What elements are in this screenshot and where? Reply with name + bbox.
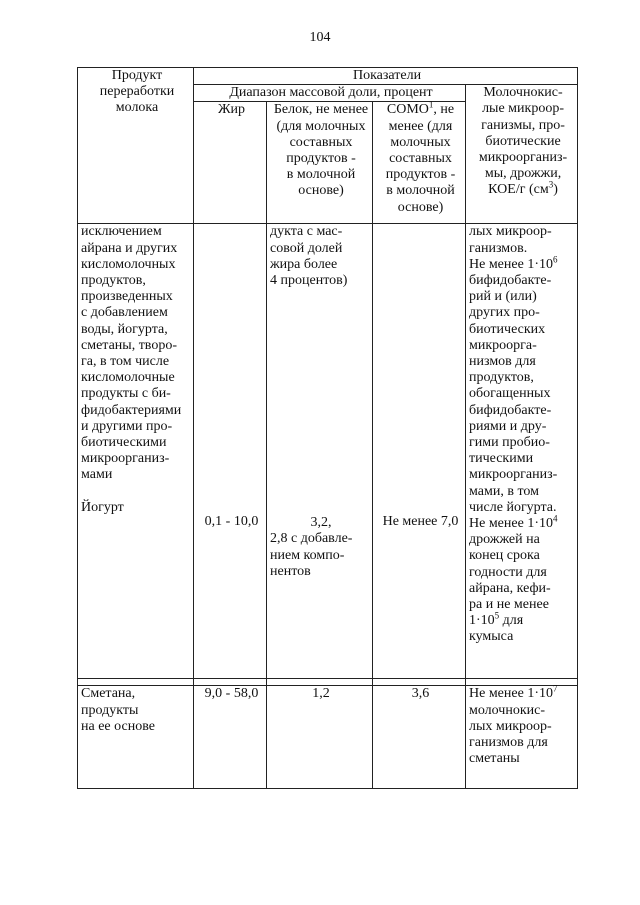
- row1-product: исключением айрана и других кисломолочных продуктов, произведенных с добавлением воды, йогурта, сметаны, творо- га, в том числе кисломолочные продукты с би- фидобактериями и другими про- биотическими микроорганиз- мами Йогурт: [78, 224, 194, 679]
- row1-microorganisms: лых микроор- ганизмов. Не менее $1\cdot 10^6$ бифидобакте- рий и (или) других про- биотических микроорга- низмов для продуктов, обогащенных бифидобакте- риями и дру- гими пробио- тическими микроорганиз- мами, в том числе йогурта. Не менее $1\cdot 10^4$ дрожжей на конец срока годности для айрана, кефи- ра и не менее $1\cdot 10^5$ для кумыса: [466, 224, 578, 679]
- header-indicators: Показатели: [194, 68, 578, 85]
- header-somo: СОМО$^1$, не менее (для молочных составных продуктов - в молочной основе): [373, 102, 466, 224]
- page-number: 104: [309, 30, 331, 45]
- row2-microorganisms: Не менее $1\cdot 10^7$ молочнокис- лых микроор- ганизмов для сметаны: [466, 686, 578, 789]
- row2-protein: 1,2: [267, 686, 373, 789]
- row1-fat: 0,1 - 10,0: [194, 224, 267, 679]
- table-row: [78, 686, 578, 789]
- header-fat: Жир: [194, 102, 267, 224]
- row1-protein: дукта с мас- совой долей жира более 4 процентов) 3,2, 2,8 с добавле- нием компо- нентов: [267, 224, 373, 679]
- row1-yogurt: Йогурт: [81, 499, 124, 515]
- table-row: [78, 224, 578, 679]
- header-product: Продукт переработки молока: [78, 68, 194, 224]
- row-separator: [78, 679, 578, 686]
- header-microorganisms: Молочнокис- лые микроор- ганизмы, про- биотические микроорганиз- мы, дрожжи, КОЕ/г $(см^3)$: [466, 85, 578, 224]
- row2-fat: 9,0 - 58,0: [194, 686, 267, 789]
- row2-product: Сметана, продукты на ее основе: [78, 686, 194, 789]
- header-mass-range: Диапазон массовой доли, процент: [194, 85, 466, 102]
- row2-somo: 3,6: [373, 686, 466, 789]
- header-protein: Белок, не менее (для молочных составных продуктов - в молочной основе): [267, 102, 373, 224]
- row1-somo: Не менее 7,0: [373, 224, 466, 679]
- dairy-indicators-table: [77, 67, 578, 789]
